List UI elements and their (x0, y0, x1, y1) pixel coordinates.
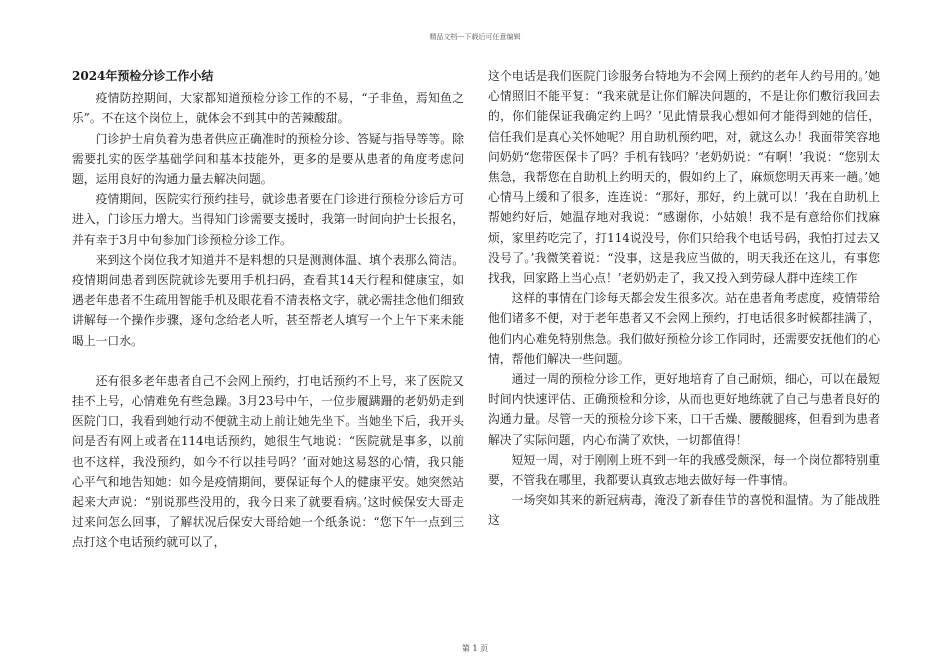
right-column (488, 66, 880, 531)
page-number: 第 1 页 (461, 644, 489, 653)
paragraph: 还有很多老年患者自己不会网上预约，打电话预约不上号，来了医院又挂不上号，心情难免有些急躁。3月23号中午，一位步履蹒跚的老奶奶走到医院门口，我看到她行动不便就主动上前让她先坐下。当她坐下后，我开头问是否有网上或者在114电话预约，她很生气地说：“医院就是事多，以前也不这样，我没预约，如今不行以挂号吗？’面对她这易怒的心情，我只能心平气和地告知她：如今是疫情期间，要保证每个人的健康平安。她突然站起来大声说：“别说那些没用的，我今日来了就要看病。’这时候保安大哥走过来问怎么回事，了解状况后保安大哥给她一个纸条说：“您下午一点到三点打这个电话预约就可以了， (72, 373, 464, 550)
paragraph: 疫情防控期间，大家都知道预检分诊工作的不易，“子非鱼，焉知鱼之乐”。不在这个岗位上，就体会不到其中的苦辣酸甜。 (72, 91, 464, 126)
document-title: 2024年预检分诊工作小结 (72, 69, 214, 83)
left-column (72, 66, 464, 553)
paragraph: 通过一周的预检分诊工作，更好地培育了自己耐烦，细心，可以在最短时间内快速评估、正确预检和分诊，从而也更好地练就了自己与患者良好的沟通力量。尽管一天的预检分诊下来，口干舌燥、腰酸腿疼，但看到为患者解决了实际问题，内心布满了欢快，一切都值得！ (488, 372, 880, 447)
paragraph: 疫情期间，医院实行预约挂号，就诊患者要在门诊进行预检分诊后方可进入，门诊压力增大。当得知门诊需要支援时，我第一时间向护士长报名，并有幸于3月中旬参加门诊预检分诊工作。 (72, 192, 464, 247)
paragraph: 来到这个岗位我才知道并不是料想的只是测测体温、填个表那么简洁。疫情期间患者到医院就诊先要用手机扫码，查看其14天行程和健康宝，如遇老年患者不生疏用智能手机及眼花看不清表格文字，就必需挂念他们细致讲解每一个操作步骤，逐句念给老人听，甚至帮老人填写一个上午下来未能喝上一口水。 (72, 252, 464, 348)
paragraph: 这样的事情在门诊每天都会发生很多次。站在患者角考虑度，疫情带给他们诸多不便，对于老年患者又不会网上预约，打电话很多时候都挂满了，他们内心难免特别焦急。我们做好预检分诊工作同时，还需要安抚他们的心情，帮他们解决一些问题。 (488, 291, 880, 366)
paragraph: 门诊护士肩负着为患者供应正确准时的预检分诊、答疑与指导等等。除需要扎实的医学基础学问和基本技能外，更多的是要从患者的角度考虑问题，运用良好的沟通力量去解决问题。 (72, 131, 464, 187)
paragraph-continued: 这个电话是我们医院门诊服务台特地为不会网上预约的老年人约号用的。’她心情照旧不能平复：“我来就是让你们解决问题的，不是让你们敷衍我回去的，你们能保证我确定约上吗？’见此情景我心想如何才能得到她的信任，信任我们是真心关怀她呢？用自助机预约吧，对，就这么办！我面带笑容地问奶奶“您带医保卡了吗？手机有钱吗？’老奶奶说：“有啊！’我说：“您别太焦急，我帮您在自助机上约明天的，假如约上了，麻烦您明天再来一趟。’她心情马上缓和了很多，连连说：“那好，那好，约上就可以！’我在自助机上帮她约好后，她温存地对我说：“感谢你，小姑娘！我不是有意给你们找麻烦，家里药吃完了，打114说没号，你们只给我个电话号码，我怕打过去又没号了。’我微笑着说：“没事，这是我应当做的，明天我还在这儿，有事您找我，回家路上当心点！’老奶奶走了，我又投入到劳碌人群中连续工作 (488, 69, 880, 286)
paragraph: 一场突如其来的新冠病毒，淹没了新春佳节的喜悦和温情。为了能战胜这 (488, 493, 880, 528)
paragraph-spacer (72, 351, 464, 371)
paragraph: 短短一周，对于刚刚上班不到一年的我感受颇深，每一个岗位都特别重要，不管我在哪里，我都要认真致志地去做好每一件事情。 (488, 452, 880, 488)
page-header: 精品文档---下载后可任意编辑 (429, 33, 521, 41)
